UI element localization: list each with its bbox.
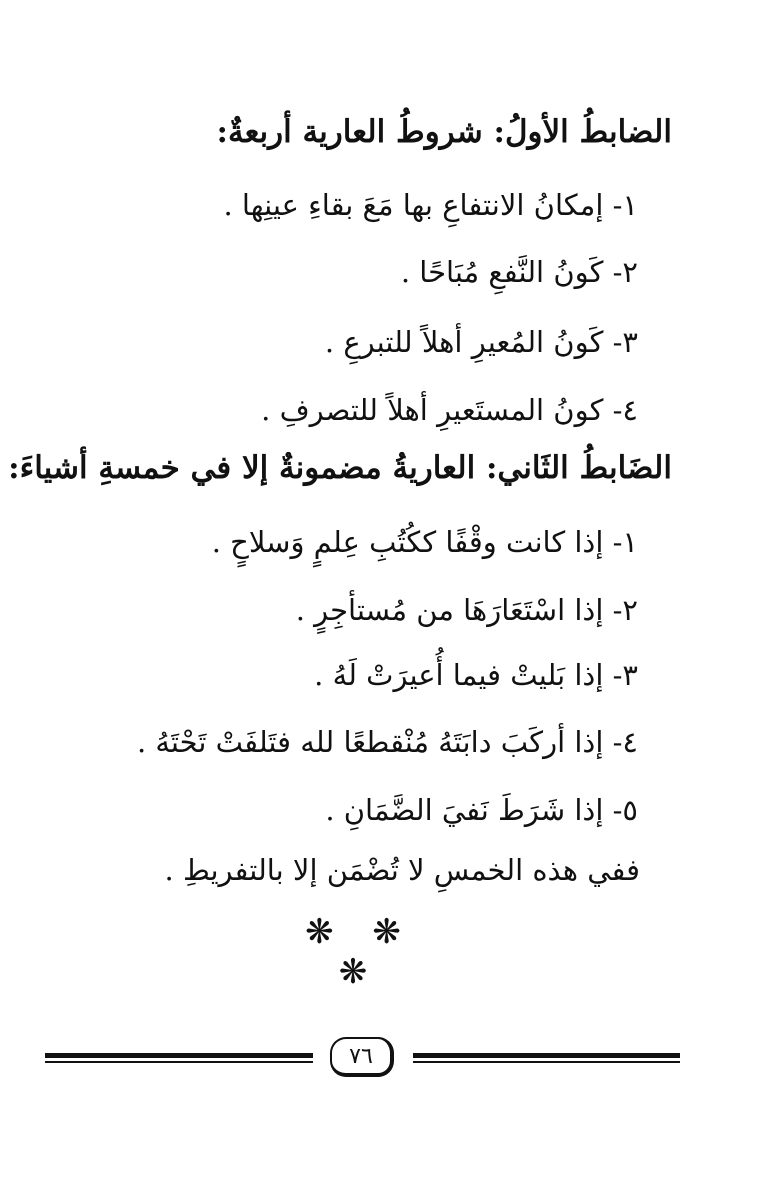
- section-1-item-4: ٤- كونُ المستَعيرِ أهلاً للتصرفِ .: [261, 393, 638, 427]
- section-1-item-1: ١- إمكانُ الانتفاعِ بها مَعَ بقاءِ عينِها .: [223, 188, 638, 222]
- section-2-conclusion: ففي هذه الخمسِ لا تُضْمَن إلا بالتفريطِ .: [164, 853, 640, 887]
- section-2-item-1: ١- إذا كانت وقْفًا ككُتُبِ عِلمٍ وَسلاحٍ .: [211, 525, 638, 559]
- page-number: ٧٦: [330, 1037, 394, 1077]
- section-2-item-3: ٣- إذا بَليتْ فيما أُعيرَتْ لَهُ .: [314, 658, 638, 692]
- section-2-item-4: ٤- إذا أركَبَ دابَتَهُ مُنْقطعًا لله فتَلفَتْ تَحْتَهُ .: [136, 725, 638, 759]
- separator-asterisks: ❋ ❋ ❋: [305, 912, 415, 992]
- section-1-heading: الضابطُ الأولُ: شروطُ العارية أربعةٌ:: [216, 114, 672, 150]
- footer-rule-left: [45, 1053, 313, 1065]
- section-1-item-3: ٣- كَونُ المُعيرِ أهلاً للتبرعِ .: [324, 325, 638, 359]
- section-2-item-2: ٢- إذا اسْتَعَارَهَا من مُستأجِرٍ .: [295, 593, 638, 627]
- section-2-item-5: ٥- إذا شَرَطَ نَفيَ الضَّمَانِ .: [325, 793, 638, 827]
- footer-rule-right: [413, 1053, 680, 1065]
- section-2-heading: الضَابطُ الثَاني: العاريةُ مضمونةٌ إلا في خمسةِ أشياءَ:: [8, 450, 672, 486]
- section-1-item-2: ٢- كَونُ النَّفعِ مُبَاحًا .: [400, 255, 638, 289]
